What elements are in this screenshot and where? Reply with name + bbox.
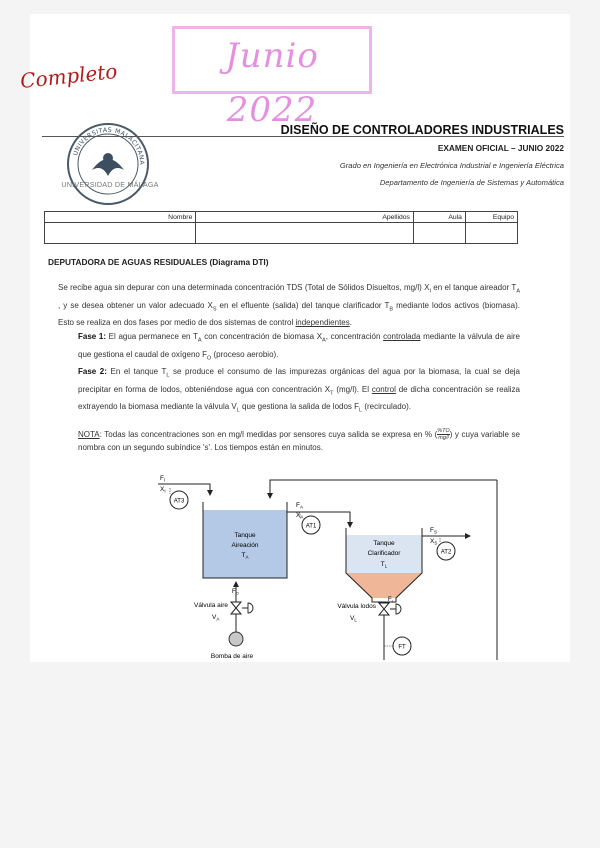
tank-a-line2: Aireación: [231, 542, 259, 549]
tank-a-line3: $T_A$: [241, 552, 249, 560]
course-title: DISEÑO DE CONTROLADORES INDUSTRIALES: [280, 123, 564, 137]
department-line: Departamento de Ingeniería de Sistemas y Automática: [379, 178, 564, 187]
label-fs: $F_S$: [430, 527, 437, 535]
label-fo: $F_O$: [232, 589, 239, 596]
label-xa: $X_A$: [296, 512, 304, 520]
recirculation-line: [270, 480, 497, 498]
label-fl: $F_L$: [388, 597, 394, 604]
label-vl: $V_L$: [350, 615, 357, 623]
ft-label: FT: [398, 644, 406, 651]
col-apellidos: Apellidos: [196, 212, 414, 223]
clarifier-sludge: [346, 573, 422, 598]
col-aula: Aula: [413, 212, 465, 223]
stamp-text: Junio 2022: [225, 36, 319, 130]
col-equipo: Equipo: [465, 212, 517, 223]
phase2-paragraph: Fase 2: En el tanque $T_L$ se produce el consumo de las impurezas orgánicas del agua por la biomasa, la cual se deja precipitar en forma de lodos, obteniéndose agua con concentración $X_T$ (mg/l). El control de dicha concentración se realiza extrayendo la biomasa mediante la válvula $V_L$ que gestiona la salida de lodos $F_L$ (recirculado).: [78, 367, 520, 414]
degree-line: Grado en Ingeniería en Electrónica Industrial e Ingeniería Eléctrica: [339, 161, 564, 170]
sludge-valve-icon: [379, 603, 389, 615]
air-valve-actuator-icon: [242, 603, 253, 613]
logo-lettering: UNIVERSITAS MALACITANA: [72, 126, 146, 166]
at3-label: AT3: [173, 498, 185, 505]
intro-paragraph: Se recibe agua sin depurar con una determinada concentración TDS (Total de Sólidos Disueltos, mg/l) $X_I$ en el tanque aireador $T_A$ , y se desea obtener un valor adecuado $X_S$ en el efluente (salida) del tanque clarificador $T_B$ mediante lodos activos (biomasa). Esto se realiza en dos fases por medio de dos sistemas de control independientes.: [58, 283, 520, 328]
units-fraction: $\frac{\%TO}{mg/l}$: [437, 428, 450, 442]
label-xs: $X_S$: [430, 538, 438, 546]
tank-l-line3: $T_L$: [380, 561, 388, 569]
note-paragraph: NOTA: Todas las concentraciones son en mg/l medidas por sensores cuya salida se expresa en % ( $\frac{\%TO}{mg/l}$) y cuya variable se nombra con un segundo subíndice 's'. Los tiempos están en minutos.: [78, 428, 520, 453]
sludge-valve-actuator-icon: [390, 604, 401, 614]
tank-a-line1: Tanque: [234, 532, 256, 539]
label-va: $V_A$: [212, 614, 220, 622]
label-fi: $F_I$: [160, 475, 166, 483]
tank-l-line2: Clarificador: [367, 550, 401, 557]
section-title: DEPUTADORA DE AGUAS RESIDUALES (Diagrama DTI): [48, 257, 269, 267]
col-nombre: Nombre: [45, 212, 196, 223]
label-xi: $X_I$: [160, 486, 166, 494]
university-name: UNIVERSIDAD DE MÁLAGA: [61, 180, 159, 189]
exam-title: EXAMEN OFICIAL – JUNIO 2022: [437, 143, 564, 153]
handwritten-annotation: Completo: [19, 58, 119, 94]
air-valve-label: Válvula aire: [194, 602, 228, 609]
phase1-paragraph: Fase 1: El agua permanece en $T_A$ con concentración de biomasa $X_A$, concentración controlada mediante la válvula de aire que gestiona el caudal de oxígeno $F_O$ (proceso aerobio).: [78, 332, 521, 362]
at1-label: AT1: [305, 523, 317, 530]
air-pump-icon: [229, 632, 243, 646]
pump-label: Bomba de aire: [210, 653, 254, 660]
label-fa: $F_A$: [296, 502, 303, 510]
at2-label: AT2: [440, 549, 452, 556]
tank-l-line1: Tanque: [373, 540, 395, 547]
sludge-valve-label: Válvula lodos: [337, 603, 376, 610]
air-valve-icon: [231, 602, 241, 614]
